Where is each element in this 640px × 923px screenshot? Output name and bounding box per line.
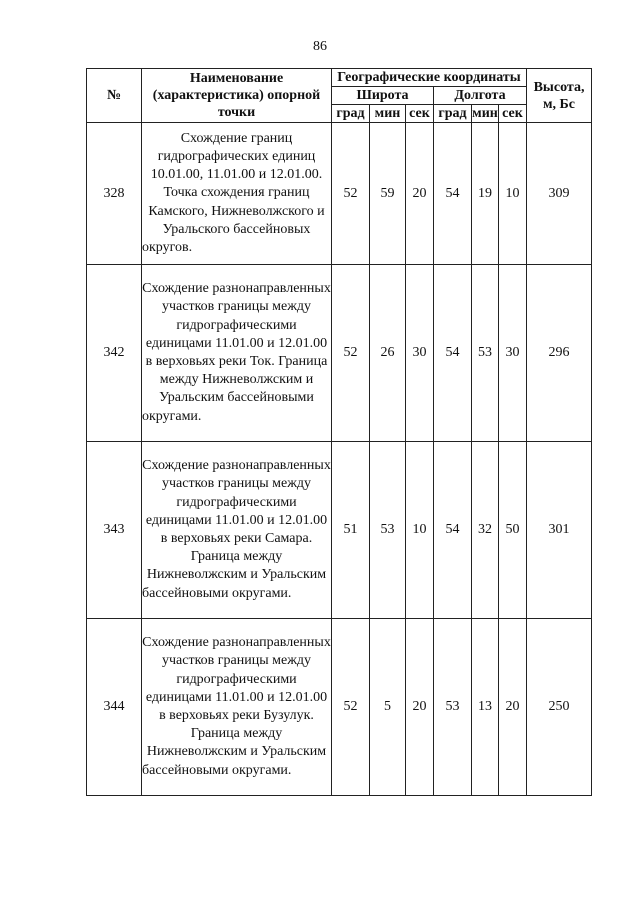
header-lon-min: мин bbox=[472, 106, 498, 121]
lat-deg: 52 bbox=[332, 123, 370, 265]
lon-sec: 20 bbox=[499, 619, 527, 796]
row-name: Схождение границ гидрографических единиц 10.01.00, 11.01.00 и 12.01.00. Точка схождения границ Камского, Нижневолжского и Уральского бассейновых округов. bbox=[142, 123, 332, 265]
lat-deg: 52 bbox=[332, 265, 370, 442]
lat-deg: 51 bbox=[332, 442, 370, 619]
header-name: Наименование (характеристика) опорной точки bbox=[142, 69, 332, 123]
header-latitude: Широта bbox=[332, 87, 434, 105]
lat-min: 5 bbox=[370, 619, 406, 796]
row-height: 301 bbox=[527, 442, 592, 619]
lon-sec: 30 bbox=[499, 265, 527, 442]
header-lat-sec: сек bbox=[406, 105, 434, 123]
header-height: Высота, м, Бс bbox=[527, 69, 592, 123]
lon-min: 53 bbox=[472, 265, 499, 442]
header-lat-deg: град bbox=[332, 105, 370, 123]
header-lon-deg: град bbox=[434, 105, 472, 123]
lon-sec: 50 bbox=[499, 442, 527, 619]
table-row bbox=[87, 442, 592, 619]
table-row bbox=[87, 265, 592, 442]
row-number: 343 bbox=[87, 442, 142, 619]
row-name: Схождение разнонаправленных участков границы между гидрографическими единицами 11.01.00 и 12.01.00 в верховьях реки Самара. Граница между Нижневолжским и Уральским бассейновыми округами. bbox=[142, 442, 332, 619]
row-name: Схождение разнонаправленных участков границы между гидрографическими единицами 11.01.00 и 12.01.00 в верховьях реки Бузулук. Граница между Нижневолжским и Уральским бассейновыми округами. bbox=[142, 619, 332, 796]
header-longitude: Долгота bbox=[434, 87, 527, 105]
row-number: 328 bbox=[87, 123, 142, 265]
lat-min: 53 bbox=[370, 442, 406, 619]
row-number: 344 bbox=[87, 619, 142, 796]
lon-deg: 54 bbox=[434, 123, 472, 265]
table-row bbox=[87, 619, 592, 796]
lat-sec: 30 bbox=[406, 265, 434, 442]
lon-min: 13 bbox=[472, 619, 499, 796]
lat-min: 26 bbox=[370, 265, 406, 442]
header-lon-sec: сек bbox=[499, 105, 527, 123]
lat-min: 59 bbox=[370, 123, 406, 265]
header-geo-coordinates: Географические координаты bbox=[332, 69, 527, 87]
lon-min: 32 bbox=[472, 442, 499, 619]
lat-sec: 10 bbox=[406, 442, 434, 619]
table-row bbox=[87, 123, 592, 265]
row-height: 309 bbox=[527, 123, 592, 265]
row-height: 296 bbox=[527, 265, 592, 442]
lon-deg: 54 bbox=[434, 442, 472, 619]
lon-deg: 54 bbox=[434, 265, 472, 442]
lat-sec: 20 bbox=[406, 619, 434, 796]
page-number: 86 bbox=[313, 39, 327, 54]
header-lat-min: мин bbox=[370, 105, 406, 123]
header-number: № bbox=[87, 69, 142, 123]
lon-sec: 10 bbox=[499, 123, 527, 265]
lon-min: 19 bbox=[472, 123, 499, 265]
row-height: 250 bbox=[527, 619, 592, 796]
row-number: 342 bbox=[87, 265, 142, 442]
row-name: Схождение разнонаправленных участков границы между гидрографическими единицами 11.01.00 и 12.01.00 в верховьях реки Ток. Граница между Нижневолжским и Уральским бассейновыми округами. bbox=[142, 265, 332, 442]
lon-deg: 53 bbox=[434, 619, 472, 796]
reference-points-table bbox=[86, 68, 592, 796]
lat-deg: 52 bbox=[332, 619, 370, 796]
lat-sec: 20 bbox=[406, 123, 434, 265]
